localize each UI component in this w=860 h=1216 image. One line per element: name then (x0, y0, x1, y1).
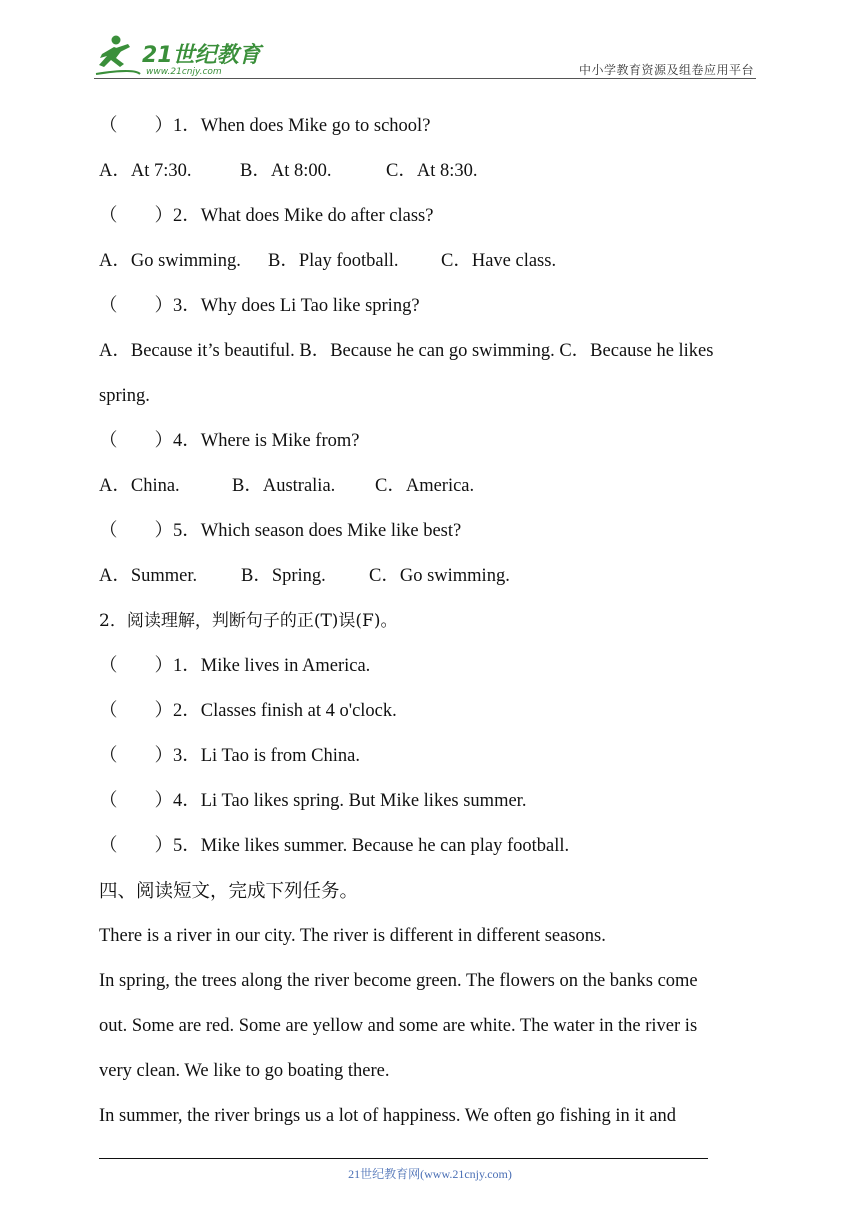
option-a: A．At 7:30. (99, 161, 192, 181)
section-2-title: 2．阅读理解，判断句子的正(T)误(F)。 (99, 611, 398, 631)
question-3-stem: （ ）3．Why does Li Tao like spring? (99, 296, 420, 316)
option-b: B．At 8:00. (240, 161, 332, 181)
question-1-options (99, 149, 767, 194)
footer-site-link[interactable]: 21世纪教育网(www.21cnjy.com) (348, 1167, 512, 1181)
question-5-options (99, 554, 767, 599)
question-3-options: A．Because it’s beautiful. B．Because he can go swimming. C．Because he likes (99, 341, 714, 361)
tf-item-5: （ ）5．Mike likes summer. Because he can play football. (99, 836, 570, 856)
question-3-options-continued: spring. (99, 386, 150, 406)
worksheet-content (99, 104, 767, 1139)
tf-item-1: （ ）1．Mike lives in America. (99, 656, 371, 676)
question-5-stem: （ ）5．Which season does Mike like best? (99, 521, 462, 541)
tf-item-2: （ ）2．Classes finish at 4 o'clock. (99, 701, 397, 721)
option-c: C．Have class. (441, 251, 557, 271)
question-2-options (99, 239, 767, 284)
option-a: A．China. (99, 476, 180, 496)
question-4-stem: （ ）4．Where is Mike from? (99, 431, 360, 451)
option-a: A．Summer. (99, 566, 198, 586)
passage-line-1: There is a river in our city. The river is different in different seasons. (99, 926, 606, 946)
tf-item-4: （ ）4．Li Tao likes spring. But Mike likes summer. (99, 791, 527, 811)
passage-line-3: out. Some are red. Some are yellow and some are white. The water in the river is (99, 1016, 698, 1036)
option-a: A．Go swimming. (99, 251, 241, 271)
brand-logo (94, 34, 274, 80)
runner-logo-icon (94, 34, 274, 80)
option-b: B．Play football. (268, 251, 399, 271)
question-2-stem: （ ）2．What does Mike do after class? (99, 206, 434, 226)
footer-divider (99, 1158, 708, 1159)
svg-text:www.21cnjy.com: www.21cnjy.com (146, 67, 222, 77)
option-b: B．Australia. (232, 476, 336, 496)
svg-text:21世纪教育: 21世纪教育 (142, 43, 261, 68)
option-c: C．Go swimming. (369, 566, 510, 586)
section-4-heading: 四、阅读短文，完成下列任务。 (99, 881, 359, 902)
passage-line-5: In summer, the river brings us a lot of happiness. We often go fishing in it and (99, 1106, 676, 1126)
question-4-options (99, 464, 767, 509)
passage-line-4: very clean. We like to go boating there. (99, 1061, 390, 1081)
option-b: B．Spring. (241, 566, 326, 586)
option-c: C．At 8:30. (386, 161, 478, 181)
header-platform-text: 中小学教育资源及组卷应用平台 (578, 63, 754, 77)
header-divider (94, 78, 756, 79)
page-header (94, 34, 756, 80)
tf-item-3: （ ）3．Li Tao is from China. (99, 746, 360, 766)
option-c: C．America. (375, 476, 475, 496)
question-1-stem: （ ）1．When does Mike go to school? (99, 116, 431, 136)
passage-line-2: In spring, the trees along the river become green. The flowers on the banks come (99, 971, 698, 991)
